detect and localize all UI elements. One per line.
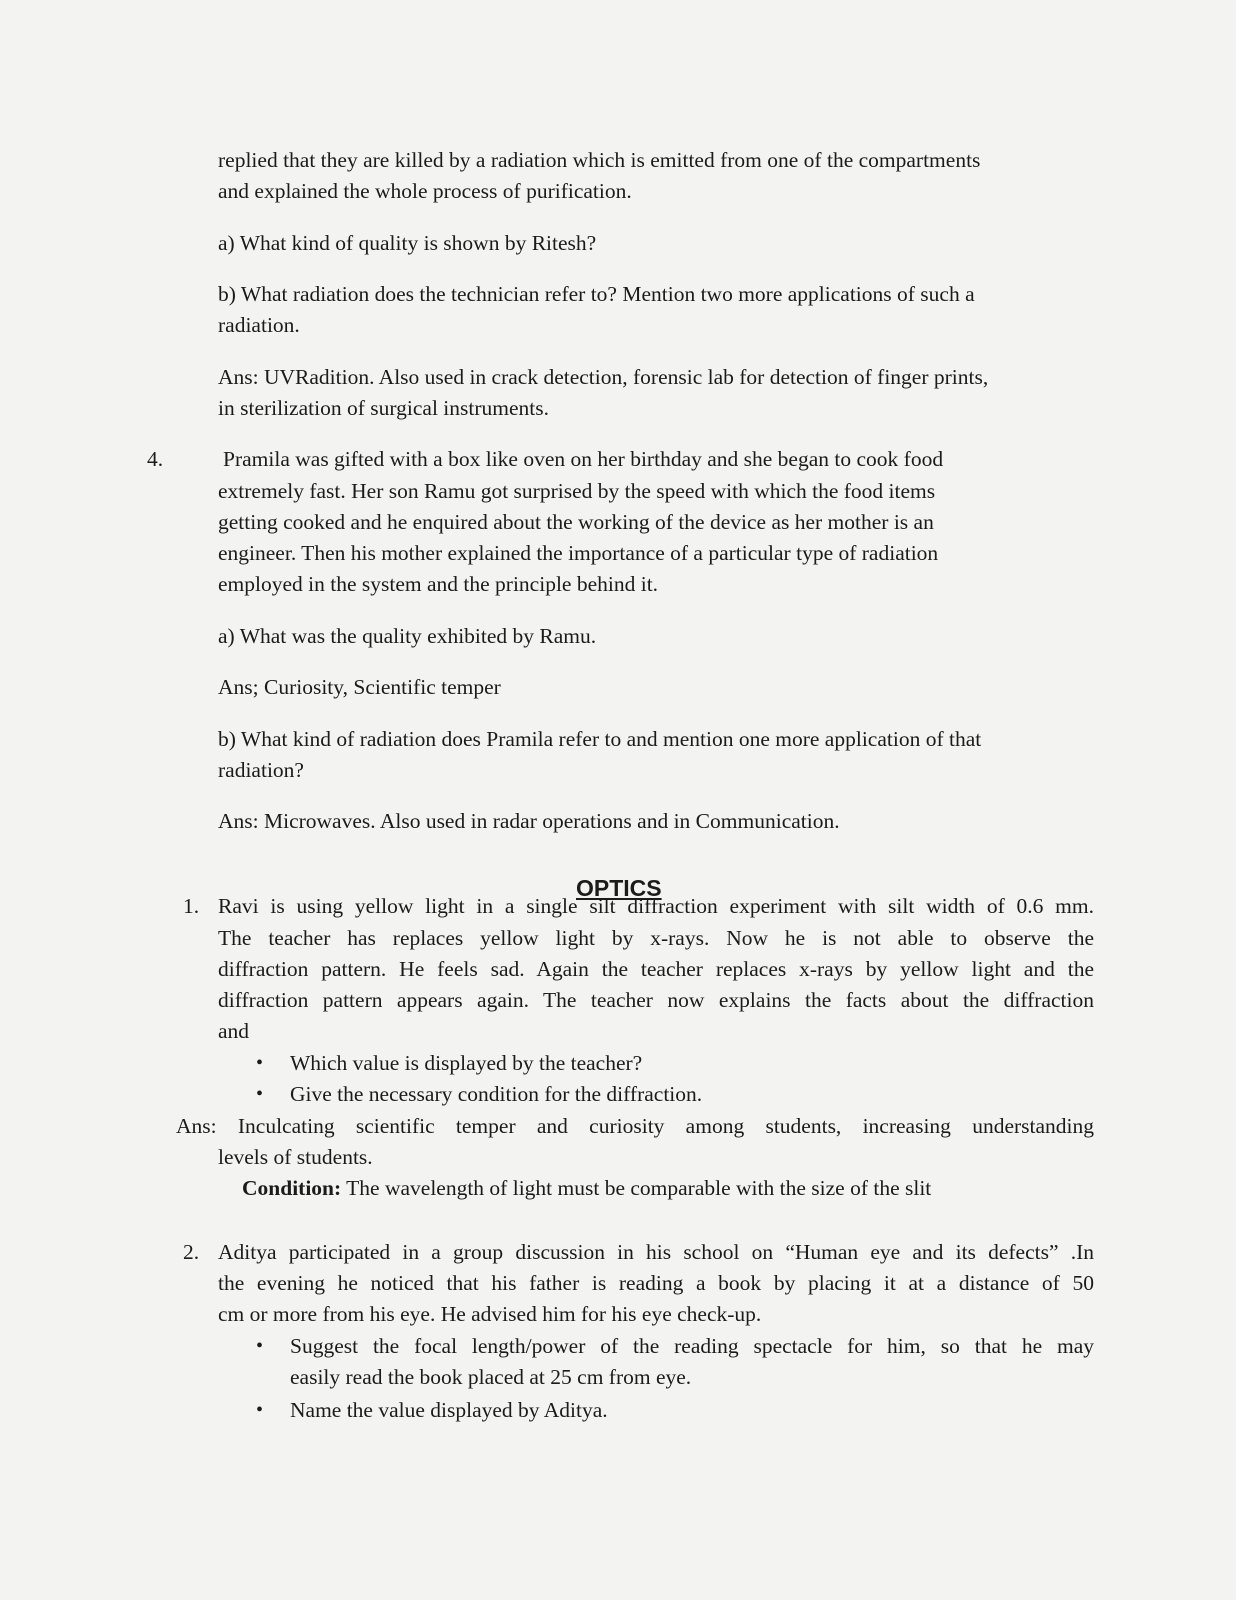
question-text: engineer. Then his mother explained the importance of a particular type of radiation: [218, 541, 939, 565]
answer-line: Ans; Curiosity, Scientific temper: [218, 675, 501, 699]
question-text: employed in the system and the principle behind it.: [218, 572, 659, 596]
bullet-icon: •: [256, 1399, 264, 1421]
question-text: and: [218, 1019, 250, 1043]
bullet-item: Suggest the focal length/power of the reading spectacle for him, so that he may: [290, 1334, 1094, 1358]
question-text: diffraction pattern appears again. The teacher now explains the facts about the diffraction: [218, 988, 1094, 1012]
bullet-item: easily read the book placed at 25 cm from eye.: [290, 1365, 692, 1389]
bullet-item: Which value is displayed by the teacher?: [290, 1051, 643, 1075]
question-part-b: b) What radiation does the technician refer to? Mention two more applications of such a: [218, 282, 975, 306]
question-part-b: b) What kind of radiation does Pramila refer to and mention one more application of that: [218, 727, 982, 751]
question-number: 1.: [183, 894, 200, 918]
question-text: Ravi is using yellow light in a single silt diffraction experiment with silt width of 0.6 mm.: [218, 894, 1094, 918]
bullet-icon: •: [256, 1052, 264, 1074]
section-title: OPTICS: [576, 875, 662, 901]
bullet-icon: •: [256, 1335, 264, 1357]
question-number: 2.: [183, 1240, 200, 1264]
question-text: Pramila was gifted with a box like oven on her birthday and she began to cook food: [223, 447, 944, 471]
answer-line: Ans: UVRadition. Also used in crack detection, forensic lab for detection of finger prints,: [218, 365, 989, 389]
question-text: diffraction pattern. He feels sad. Again the teacher replaces x-rays by yellow light and the: [218, 957, 1094, 981]
question-number: 4.: [147, 447, 164, 471]
condition-line: [242, 1172, 1092, 1204]
answer-line: levels of students.: [218, 1145, 373, 1169]
bullet-item: Name the value displayed by Aditya.: [290, 1398, 608, 1422]
bullet-item: Give the necessary condition for the diffraction.: [290, 1082, 703, 1106]
text-line: replied that they are killed by a radiation which is emitted from one of the compartments: [218, 148, 981, 172]
question-text: cm or more from his eye. He advised him for his eye check-up.: [218, 1302, 762, 1326]
question-part-b: radiation?: [218, 758, 304, 782]
answer-line: Ans: Microwaves. Also used in radar operations and in Communication.: [218, 809, 840, 833]
question-part-a: a) What was the quality exhibited by Ramu.: [218, 624, 597, 648]
question-text: extremely fast. Her son Ramu got surprised by the speed with which the food items: [218, 479, 936, 503]
question-text: the evening he noticed that his father is reading a book by placing it at a distance of 50: [218, 1271, 1094, 1295]
question-part-a: a) What kind of quality is shown by Ritesh?: [218, 231, 597, 255]
bullet-icon: •: [256, 1083, 264, 1105]
condition-label: Condition:: [242, 1176, 342, 1200]
question-text: getting cooked and he enquired about the working of the device as her mother is an: [218, 510, 934, 534]
question-text: The teacher has replaces yellow light by x-rays. Now he is not able to observe the: [218, 926, 1094, 950]
text-line: and explained the whole process of purification.: [218, 179, 632, 203]
question-text: Aditya participated in a group discussion in his school on “Human eye and its defects” .In: [218, 1240, 1094, 1264]
answer-line: in sterilization of surgical instruments.: [218, 396, 550, 420]
condition-text: The wavelength of light must be comparable with the size of the slit: [341, 1176, 932, 1200]
answer-line: Ans: Inculcating scientific temper and curiosity among students, increasing understanding: [176, 1114, 1094, 1138]
question-part-b: radiation.: [218, 313, 300, 337]
